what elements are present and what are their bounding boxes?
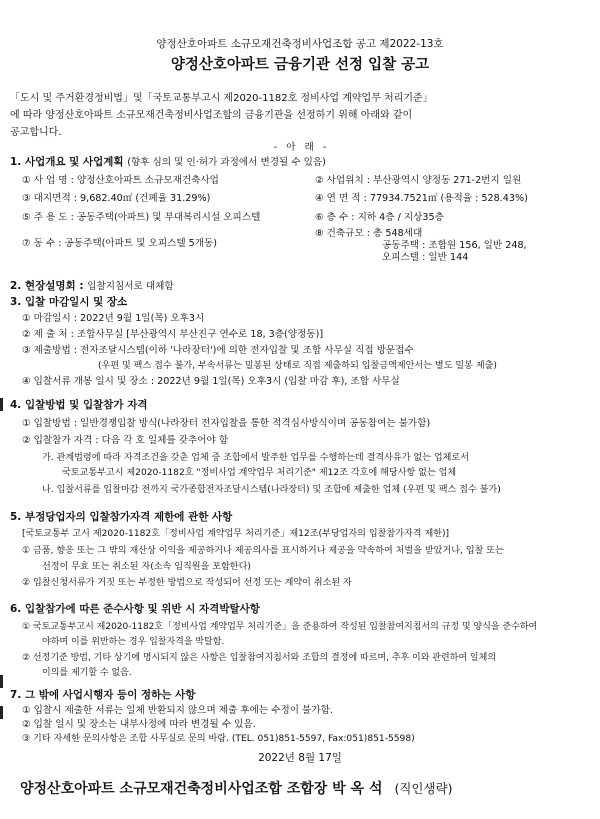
section-2-heading (10, 280, 174, 293)
section-6-heading: 6. 입찰참가에 따른 준수사항 및 위반 시 자격박탈사항 (10, 603, 260, 615)
compliance-item-2-cont: 이의를 제기할 수 없음. (42, 668, 132, 678)
other-item-3: ③ 기타 자세한 문의사항은 조합 사무실로 문의 바람. (TEL. 051)851-5597, Fax:051)851-5598) (22, 734, 415, 744)
section-3-heading: 3. 입찰 마감일시 및 장소 (10, 296, 128, 308)
submit-method-note: (우편 및 팩스 접수 불가, 부속서류는 밀봉된 상태로 직접 제출하되 입찰금액제안서는 별도 밀봉 제출) (98, 361, 497, 371)
intro-line-1: 「도시 및 주거환경정비법」및「국토교통부고시 제2020-1182호 정비사업 계약업무 처리기준」 (10, 93, 433, 104)
compliance-item-1: ① 국토교통부고시 제2020-1182호「정비사업 계약업무 처리기준」을 준용하여 작성된 입찰참여지침서의 규정 및 양식을 준수하여 (22, 622, 538, 632)
section-5-heading: 5. 부정당업자의 입찰참가자격 제한에 관한 사항 (10, 511, 233, 523)
building-scale: ⑧ 건축규모 : 총 548세대 (315, 228, 423, 239)
section-2-title: 2. 현장설명회 : (10, 280, 84, 292)
building-count: ⑦ 동 수 : 공동주택(아파트 및 오피스텔 5개동) (22, 238, 218, 249)
eligibility-item-ga: 가. 관계법령에 따라 자격조건을 갖춘 업체 중 조합에서 발주한 업무를 수행하는데 결격사유가 없는 업체로서 (42, 453, 469, 463)
notice-number: 양정산호아파트 소규모재건축정비사업조합 공고 제2022-13호 (156, 38, 444, 50)
intro-line-3: 공고합니다. (10, 127, 62, 138)
section-1-heading (10, 156, 326, 169)
restriction-item-1: ① 금품, 향응 또는 그 밖의 재산상 이익을 제공하거나 제공의사를 표시하거나 제공을 약속하여 처벌을 받았거나, 입찰 또는 (22, 546, 504, 556)
section-2-text: 입찰지침서로 대체함 (87, 281, 174, 292)
project-location: ② 사업위치 : 부산광역시 양정동 271-2번지 일원 (315, 175, 522, 186)
section-1-note: (향후 심의 및 인·허가 과정에서 변경될 수 있음) (127, 157, 326, 168)
section-7-heading: 7. 그 밖에 사업시행자 등이 정하는 사항 (10, 689, 196, 701)
restriction-item-1-cont: 선정이 무효 또는 취소된 자(소속 임직원을 포함한다) (42, 562, 251, 572)
section-divider-mark: - 아 래 - (273, 142, 327, 153)
restriction-item-2: ② 입찰신청서류가 거짓 또는 부정한 방법으로 작성되어 선정 또는 계약이 취소된 자 (22, 578, 352, 588)
signature-text: 양정산호아파트 소규모재건축정비사업조합 조합장 박 옥 석 (20, 781, 383, 797)
deadline: ① 마감일시 : 2022년 9월 1일(목) 오후3시 (22, 313, 205, 324)
intro-line-2: 에 따라 양정산호아파트 소규모재건축정비사업조합의 금융기관을 선정하기 위해 아래와 같이 (10, 110, 413, 121)
floors: ⑥ 층 수 : 지하 4층 / 지상35층 (315, 212, 444, 223)
main-use: ⑤ 주 용 도 : 공동주택(아파트) 및 부대복리시설 오피스텔 (22, 212, 261, 223)
margin-mark (0, 398, 3, 411)
site-area: ③ 대지면적 : 9,682.40㎡ (건폐율 31.29%) (22, 193, 211, 204)
section-1-title: 1. 사업개요 및 사업계획 (10, 156, 124, 168)
other-item-1: ① 입찰시 제출한 서류는 일체 반환되지 않으며 제출 후에는 수정이 불가함. (22, 705, 333, 716)
project-name: ① 사 업 명 : 양정산호아파트 소규모재건축사업 (22, 175, 219, 186)
other-item-2: ② 입찰 일시 및 장소는 내부사정에 따라 변경될 수 있음. (22, 719, 256, 730)
eligibility-item-na: 나. 입찰서류를 입찰마감 전까지 국가종합전자조달시스템(나라장터) 및 조합에 제출한 업체 (우편 및 팩스 접수 불가) (42, 485, 501, 495)
notice-date: 2022년 8월 17일 (258, 752, 342, 764)
submit-location: ② 제 출 처 : 조합사무실 [부산광역시 부산진구 연수로 18, 3층(양정동)] (22, 329, 324, 340)
bid-eligibility: ② 입찰참가 자격 : 다음 각 호 일체를 갖추어야 함 (22, 435, 229, 446)
compliance-item-2: ② 선정기준 방법, 기타 상기에 명시되지 않은 사항은 입찰참여지침서와 조합의 결정에 따르며, 추후 이와 관련하여 일체의 (22, 653, 497, 663)
bid-method: ① 입찰방법 : 일반경쟁입찰 방식(나라장터 전자입찰을 통한 적격심사방식이며 공동참여는 불가함) (22, 418, 431, 429)
seal-omitted: (직인생략) (394, 781, 453, 796)
submit-method: ③ 제출방법 : 전자조달시스템(이하 '나라장터')에 의한 전자입찰 및 조합 사무실 직접 방문접수 (22, 345, 414, 356)
eligibility-item-ga-cont: 국토교통부고시 제2020-1182호 "정비사업 계약업무 처리기준" 제12조 각호에 해당사항 없는 업체 (62, 468, 457, 478)
signature-line (20, 780, 453, 798)
margin-mark (0, 675, 3, 688)
scale-apartment: 공동주택 : 조합원 156, 일반 248, (382, 240, 527, 251)
opening-schedule: ④ 입찰서류 개봉 일시 및 장소 : 2022년 9월 1일(목) 오후3시 (입찰 마감 후), 조합 사무실 (22, 376, 400, 387)
compliance-item-1-cont: 야하며 이를 위반하는 경우 입찰자격을 박탈함. (42, 637, 225, 647)
scale-officetel: 오피스텔 : 일반 144 (382, 252, 469, 263)
margin-mark (0, 706, 3, 719)
gross-floor-area: ④ 연 면 적 : 77934.7521㎡ (용적율 : 528.43%) (315, 193, 528, 204)
page-title: 양정산호아파트 금융기관 선정 입찰 공고 (170, 57, 430, 73)
section-4-heading: 4. 입찰방법 및 입찰참가 자격 (10, 399, 148, 411)
restriction-basis: [국토교통부 고시 제2020-1182호「정비사업 계약업무 처리기준」제12조(부당업자의 입찰참가자격 제한)] (22, 529, 450, 539)
